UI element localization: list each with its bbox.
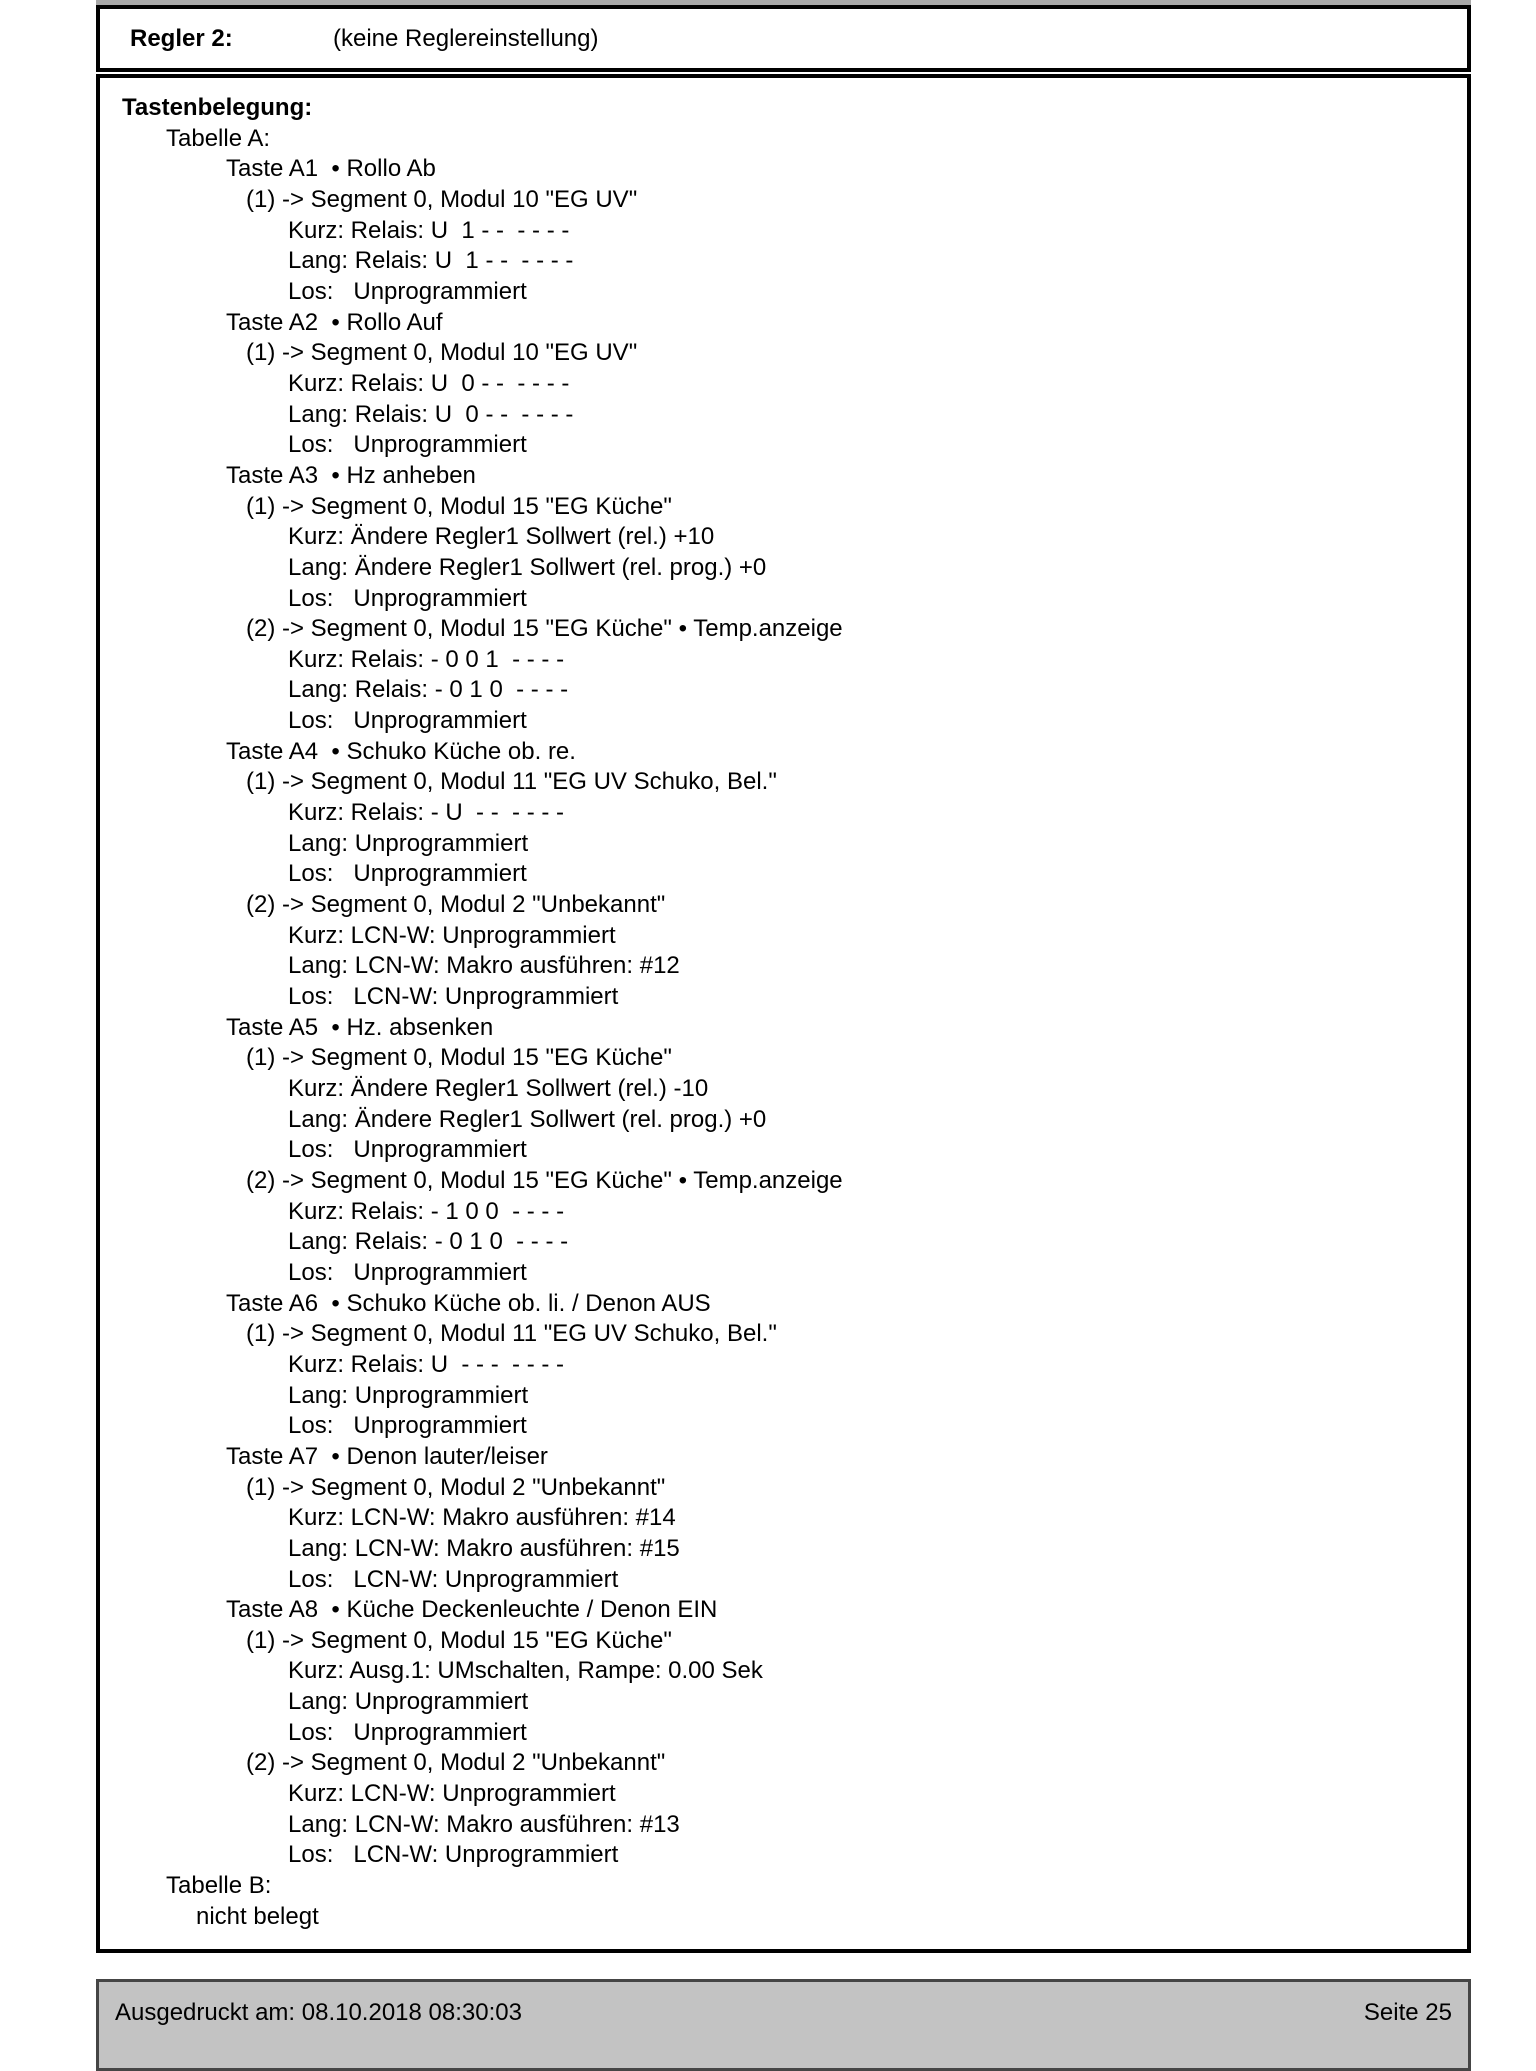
section-title: Tastenbelegung: (122, 94, 313, 121)
kurz-action-line: Kurz: Relais: - U - - - - - - (288, 799, 564, 827)
target-line: (1) -> Segment 0, Modul 15 "EG Küche" (246, 1626, 672, 1654)
los-action-line: Los: Unprogrammiert (288, 1136, 527, 1164)
key-entry-line: Taste A1 • Rollo Ab (226, 155, 436, 183)
key-entry-line: Taste A2 • Rollo Auf (226, 308, 443, 336)
key-entry-line: Taste A6 • Schuko Küche ob. li. / Denon AUS (226, 1289, 711, 1317)
kurz-action-line: Kurz: LCN-W: Unprogrammiert (288, 1780, 616, 1808)
target-line: (1) -> Segment 0, Modul 15 "EG Küche" (246, 492, 672, 520)
los-action-line: Los: Unprogrammiert (288, 860, 527, 888)
target-line: (1) -> Segment 0, Modul 2 "Unbekannt" (246, 1473, 666, 1501)
lang-action-line: Lang: Ändere Regler1 Sollwert (rel. prog.) +0 (288, 1105, 767, 1133)
los-action-line: Los: Unprogrammiert (288, 1412, 527, 1440)
kurz-action-line: Kurz: Relais: U 0 - - - - - - (288, 369, 570, 397)
target-line: (2) -> Segment 0, Modul 15 "EG Küche" • Temp.anzeige (246, 1166, 843, 1194)
regler-title: Regler 2: (130, 24, 233, 52)
target-line: (1) -> Segment 0, Modul 10 "EG UV" (246, 339, 638, 367)
lang-action-line: Lang: Unprogrammiert (288, 1381, 529, 1409)
kurz-action-line: Kurz: LCN-W: Makro ausführen: #14 (288, 1504, 676, 1532)
target-line: (2) -> Segment 0, Modul 2 "Unbekannt" (246, 891, 666, 919)
los-action-line: Los: LCN-W: Unprogrammiert (288, 1841, 619, 1869)
lang-action-line: Lang: Relais: - 0 1 0 - - - - (288, 1228, 569, 1256)
los-action-line: Los: Unprogrammiert (288, 707, 527, 735)
target-line: (2) -> Segment 0, Modul 15 "EG Küche" • Temp.anzeige (246, 615, 843, 643)
page-footer (96, 1979, 1471, 2071)
target-line: (1) -> Segment 0, Modul 10 "EG UV" (246, 185, 638, 213)
key-entry-line: Taste A8 • Küche Deckenleuchte / Denon EIN (226, 1596, 718, 1624)
los-action-line: Los: Unprogrammiert (288, 584, 527, 612)
kurz-action-line: Kurz: Relais: U - - - - - - - (288, 1350, 564, 1378)
key-assignment-list (100, 124, 1467, 1933)
lang-action-line: Lang: Unprogrammiert (288, 829, 529, 857)
target-line: (2) -> Segment 0, Modul 2 "Unbekannt" (246, 1749, 666, 1777)
tastenbelegung-box (96, 74, 1471, 1953)
kurz-action-line: Kurz: Ändere Regler1 Sollwert (rel.) -10 (288, 1075, 709, 1102)
los-action-line: Los: Unprogrammiert (288, 277, 527, 305)
target-line: (1) -> Segment 0, Modul 11 "EG UV Schuko, Bel." (246, 768, 777, 796)
lang-action-line: Lang: LCN-W: Makro ausführen: #12 (288, 952, 680, 980)
kurz-action-line: Kurz: Relais: - 0 0 1 - - - - (288, 645, 565, 673)
lang-action-line: Lang: Relais: U 0 - - - - - - (288, 400, 574, 428)
los-action-line: Los: Unprogrammiert (288, 1258, 527, 1286)
lang-action-line: Lang: Ändere Regler1 Sollwert (rel. prog.) +0 (288, 553, 767, 581)
kurz-action-line: Kurz: Ausg.1: UMschalten, Rampe: 0.00 Sek (288, 1657, 763, 1685)
lang-action-line: Lang: Relais: U 1 - - - - - - (288, 247, 574, 275)
los-action-line: Los: Unprogrammiert (288, 1718, 527, 1746)
lang-action-line: Lang: LCN-W: Makro ausführen: #15 (288, 1534, 680, 1562)
kurz-action-line: Kurz: LCN-W: Unprogrammiert (288, 921, 616, 949)
target-line: (1) -> Segment 0, Modul 15 "EG Küche" (246, 1044, 672, 1072)
lang-action-line: Lang: Relais: - 0 1 0 - - - - (288, 676, 569, 704)
regler-header-box (96, 5, 1471, 72)
key-entry-line: Taste A5 • Hz. absenken (226, 1013, 494, 1041)
regler-subtitle: (keine Reglereinstellung) (333, 24, 599, 52)
lang-action-line: Lang: Unprogrammiert (288, 1688, 529, 1716)
kurz-action-line: Kurz: Relais: - 1 0 0 - - - - (288, 1197, 565, 1225)
los-action-line: Los: Unprogrammiert (288, 431, 527, 459)
kurz-action-line: Kurz: Relais: U 1 - - - - - - (288, 216, 570, 244)
empty-table-line: nicht belegt (196, 1902, 319, 1930)
printed-timestamp: Ausgedruckt am: 08.10.2018 08:30:03 (115, 1999, 522, 2026)
table-title: Tabelle A: (166, 124, 271, 152)
table-title: Tabelle B: (166, 1872, 272, 1900)
lang-action-line: Lang: LCN-W: Makro ausführen: #13 (288, 1810, 680, 1838)
key-entry-line: Taste A7 • Denon lauter/leiser (226, 1442, 548, 1470)
kurz-action-line: Kurz: Ändere Regler1 Sollwert (rel.) +10 (288, 523, 715, 551)
los-action-line: Los: LCN-W: Unprogrammiert (288, 1565, 619, 1593)
los-action-line: Los: LCN-W: Unprogrammiert (288, 983, 619, 1011)
key-entry-line: Taste A3 • Hz anheben (226, 461, 476, 489)
target-line: (1) -> Segment 0, Modul 11 "EG UV Schuko, Bel." (246, 1320, 777, 1348)
page-number: Seite 25 (1363, 1999, 1452, 2026)
key-entry-line: Taste A4 • Schuko Küche ob. re. (226, 737, 576, 765)
